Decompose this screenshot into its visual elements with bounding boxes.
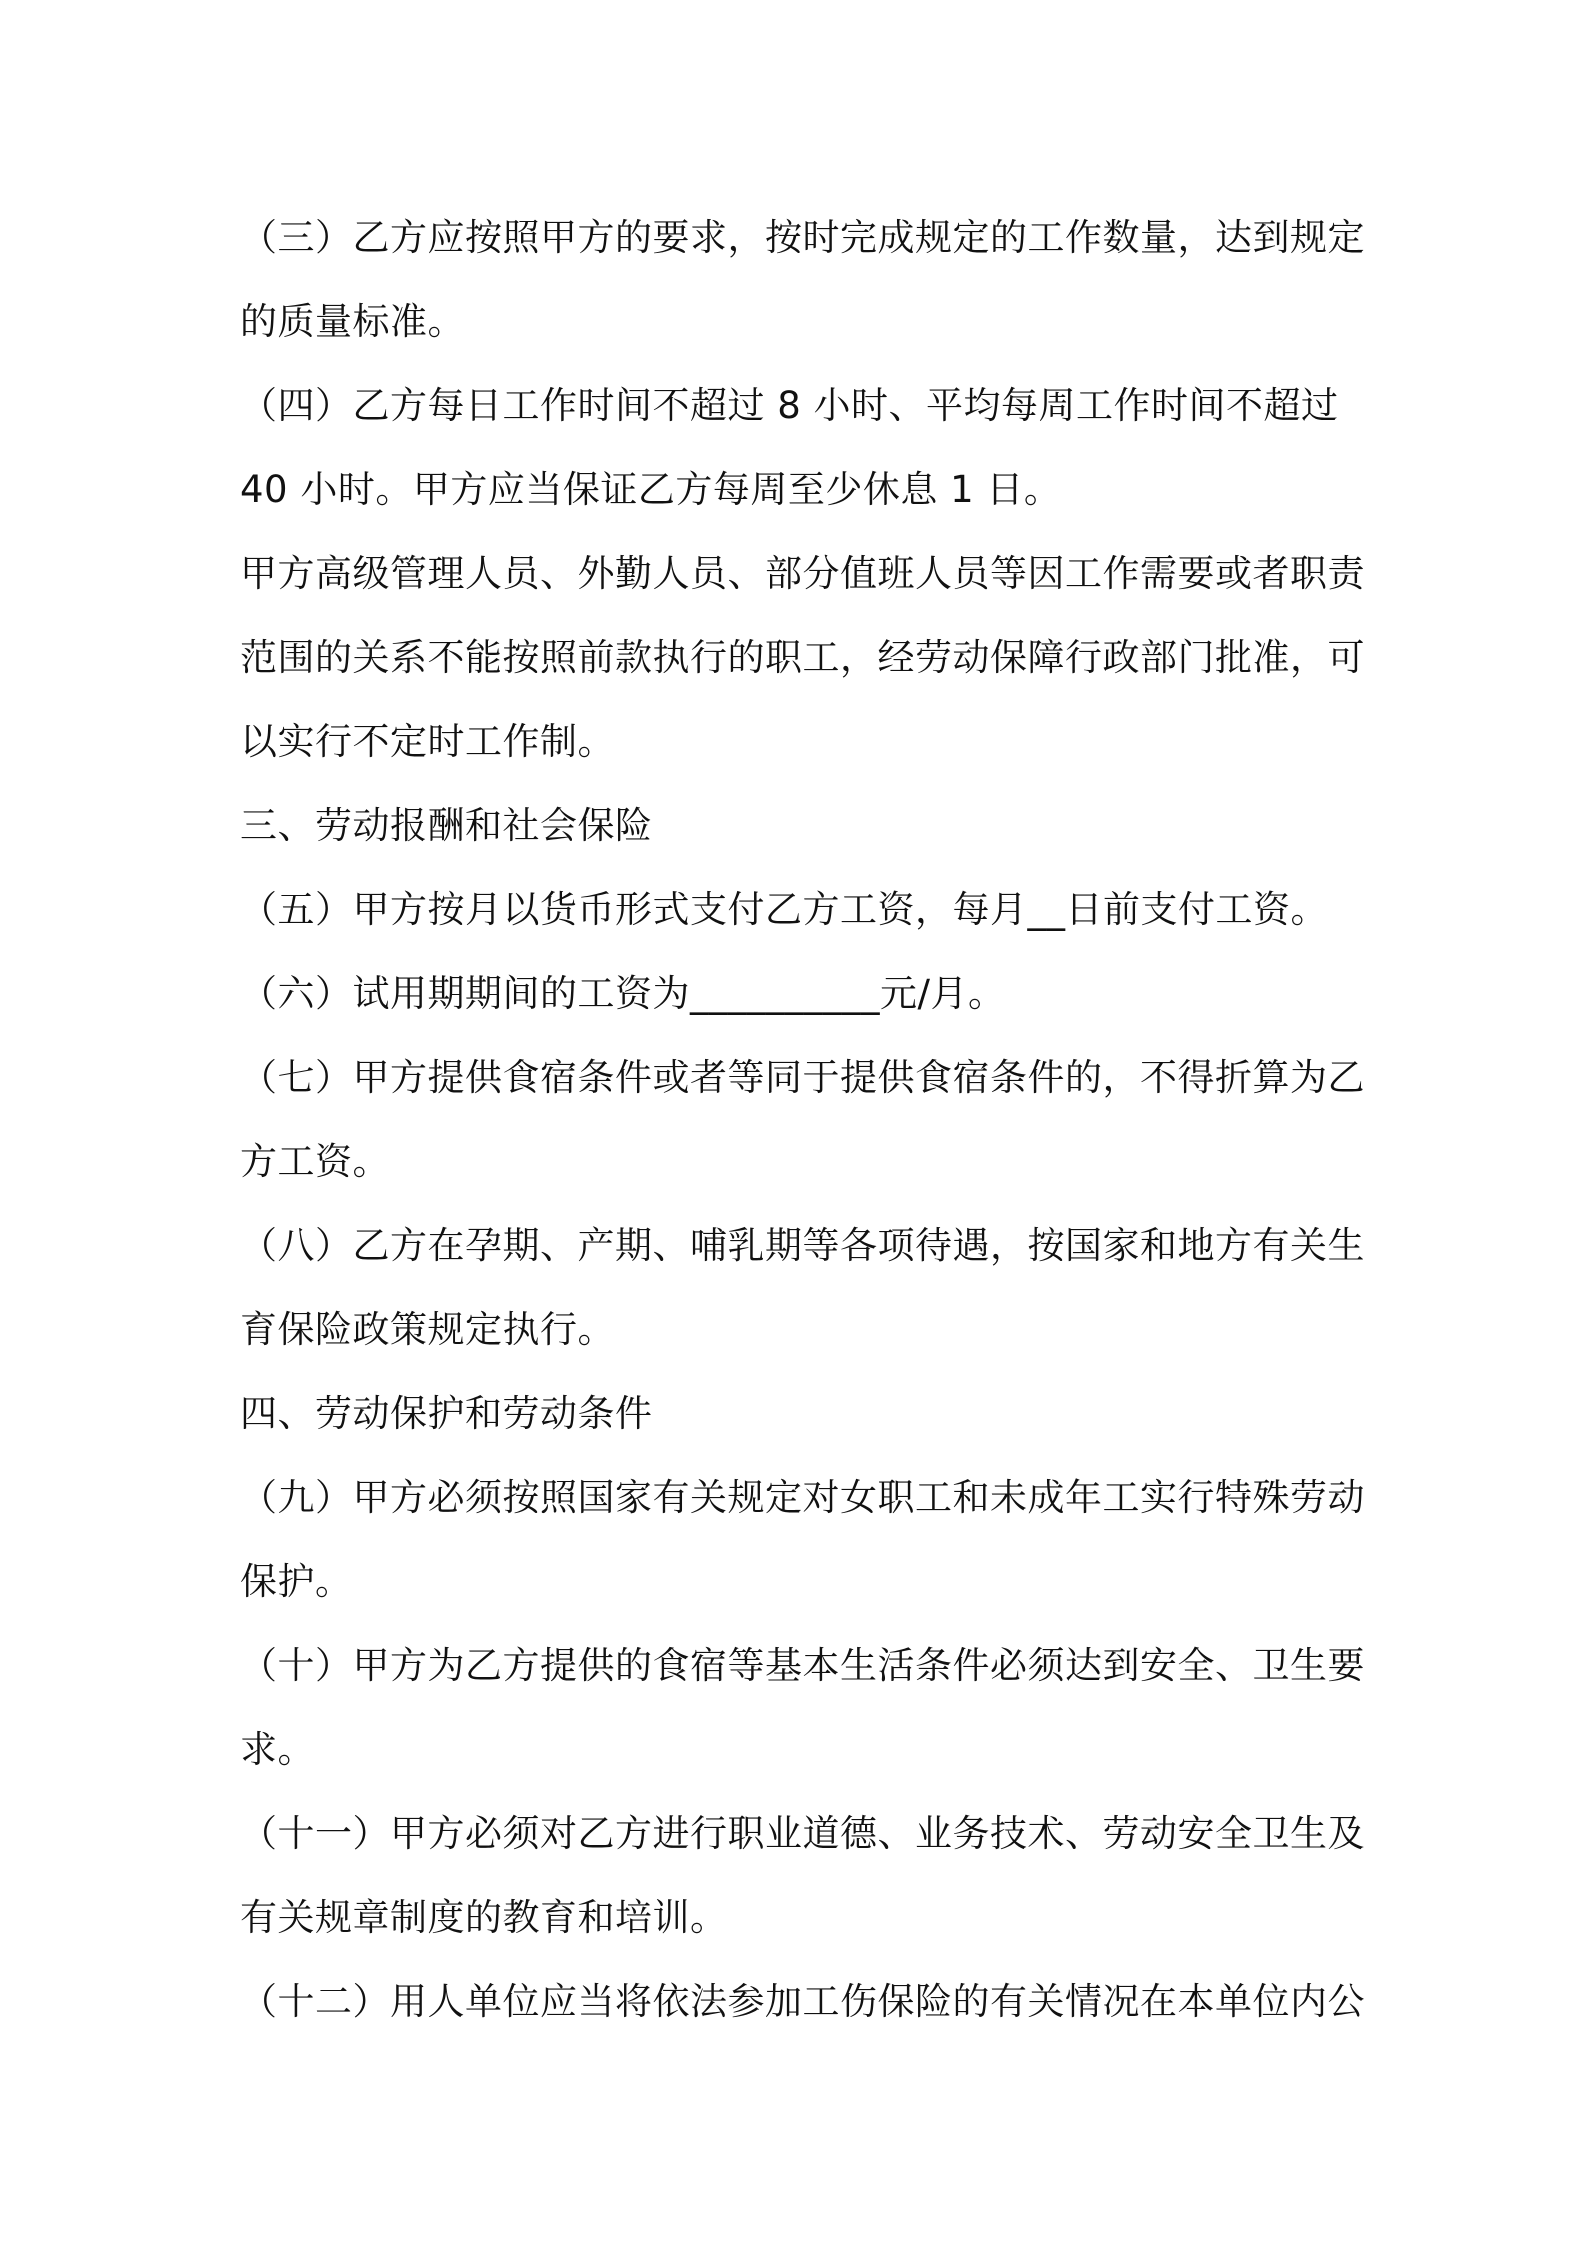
text-line: 甲方高级管理人员、外勤人员、部分值班人员等因工作需要或者职责 <box>240 552 1365 595</box>
section-heading: 四、劳动保护和劳动条件 <box>240 1392 653 1435</box>
text-line: 范围的关系不能按照前款执行的职工，经劳动保障行政部门批准，可 <box>240 636 1365 679</box>
text-line: （十一）甲方必须对乙方进行职业道德、业务技术、劳动安全卫生及 <box>240 1812 1365 1855</box>
text-line: 方工资。 <box>240 1140 390 1183</box>
text-line: （十）甲方为乙方提供的食宿等基本生活条件必须达到安全、卫生要 <box>240 1644 1365 1687</box>
text-line: （四）乙方每日工作时间不超过 8 小时、平均每周工作时间不超过 <box>240 384 1339 427</box>
text-line: （六）试用期期间的工资为__________元/月。 <box>240 972 1006 1015</box>
text-line: （八）乙方在孕期、产期、哺乳期等各项待遇，按国家和地方有关生 <box>240 1224 1365 1267</box>
text-line: 有关规章制度的教育和培训。 <box>240 1896 728 1939</box>
text-line: （三）乙方应按照甲方的要求，按时完成规定的工作数量，达到规定 <box>240 216 1365 259</box>
text-line: 40 小时。甲方应当保证乙方每周至少休息 1 日。 <box>240 468 1062 511</box>
document-body <box>240 196 1365 2044</box>
text-line: （五）甲方按月以货币形式支付乙方工资，每月__日前支付工资。 <box>240 888 1328 931</box>
text-line: 以实行不定时工作制。 <box>240 720 615 763</box>
text-line: （十二）用人单位应当将依法参加工伤保险的有关情况在本单位内公 <box>240 1980 1365 2023</box>
text-line: 求。 <box>240 1728 315 1771</box>
text-line: （九）甲方必须按照国家有关规定对女职工和未成年工实行特殊劳动 <box>240 1476 1365 1519</box>
text-line: 的质量标准。 <box>240 300 465 343</box>
section-heading: 三、劳动报酬和社会保险 <box>240 804 653 847</box>
text-line: 保护。 <box>240 1560 353 1603</box>
text-line: 育保险政策规定执行。 <box>240 1308 615 1351</box>
text-line: （七）甲方提供食宿条件或者等同于提供食宿条件的，不得折算为乙 <box>240 1056 1365 1099</box>
